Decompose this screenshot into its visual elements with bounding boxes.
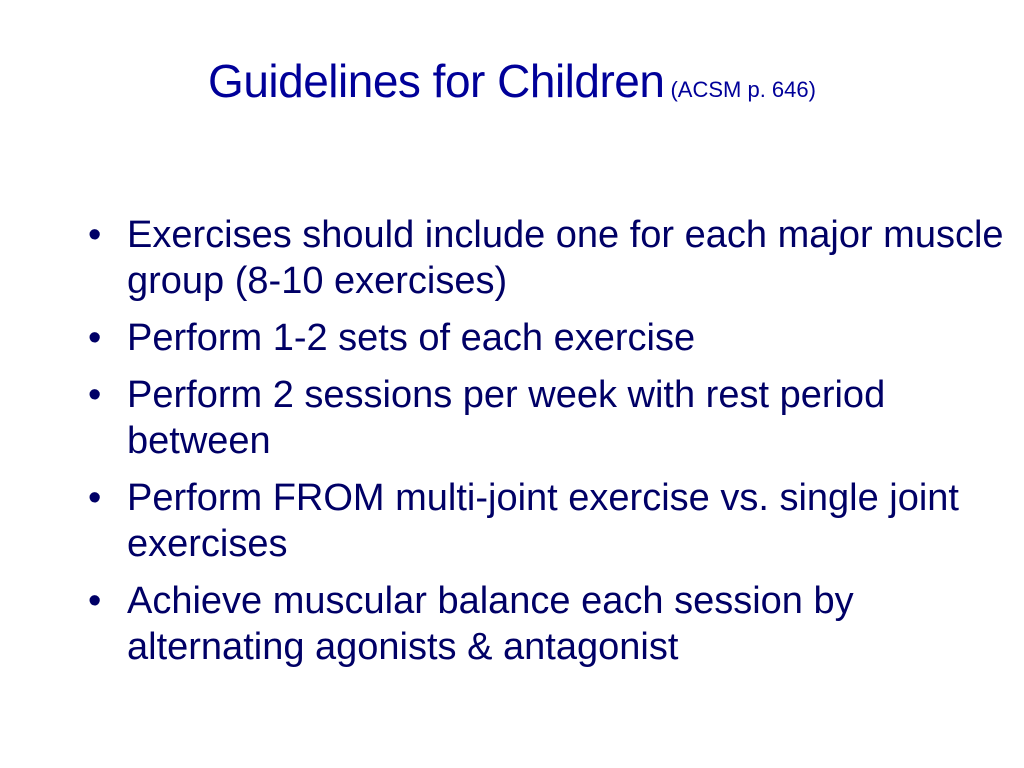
bullet-list: [88, 212, 1013, 681]
bullet-dot-icon: •: [88, 317, 102, 359]
bullet-text: Exercises should include one for each major muscle group (8-10 exercises): [127, 214, 1004, 302]
bullet-text: Perform 1-2 sets of each exercise: [127, 317, 696, 359]
bullet-item: [88, 315, 1013, 361]
title-reference: (ACSM p. 646): [670, 77, 816, 102]
slide-title: [0, 54, 1024, 108]
bullet-item: [88, 475, 1013, 567]
bullet-dot-icon: •: [88, 374, 102, 416]
bullet-item: [88, 578, 1013, 670]
bullet-text: Perform 2 sessions per week with rest period between: [127, 374, 886, 462]
bullet-dot-icon: •: [88, 214, 102, 256]
title-text: Guidelines for Children: [208, 55, 665, 107]
bullet-text: Achieve muscular balance each session by alternating agonists & antagonist: [127, 580, 854, 668]
bullet-text: Perform FROM multi-joint exercise vs. single joint exercises: [127, 477, 959, 565]
bullet-dot-icon: •: [88, 477, 102, 519]
bullet-item: [88, 212, 1013, 304]
bullet-item: [88, 372, 1013, 464]
bullet-dot-icon: •: [88, 580, 102, 622]
